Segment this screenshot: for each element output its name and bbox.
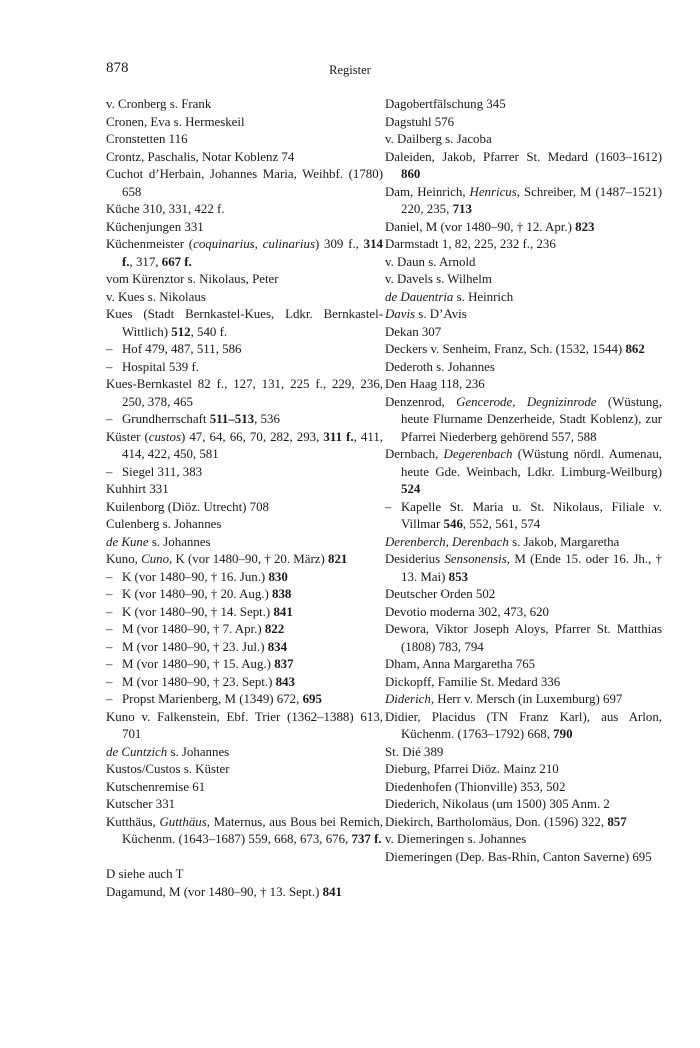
register-column-left bbox=[106, 96, 383, 901]
register-entry: Kustos/Custos s. Küster bbox=[106, 762, 230, 776]
register-entry: Diekirch, Bartholomäus, Don. (1596) 322, 857 bbox=[385, 814, 627, 829]
register-entry: v. Diemeringen s. Johannes bbox=[385, 832, 527, 846]
register-entry: Crontz, Paschalis, Notar Koblenz 74 bbox=[106, 149, 295, 164]
subentry-dash: – bbox=[106, 587, 113, 601]
register-subentry: – Hof 479, 487, 511, 586 bbox=[106, 341, 383, 359]
register-entry: Küster (custos) 47, 64, 66, 70, 282, 293, 311 f., 411, 414, 422, 450, 581 bbox=[106, 429, 383, 461]
register-entry: Desiderius Sensonensis, M (Ende 15. oder 16. Jh., † 13. Mai) 853 bbox=[385, 552, 662, 584]
register-entry: Diemeringen (Dep. Bas-Rhin, Canton Saverne) 695 bbox=[385, 849, 652, 864]
register-entry: Cronstetten 116 bbox=[106, 132, 188, 146]
subentry-dash: – bbox=[106, 622, 113, 636]
register-entry: de Kune s. Johannes bbox=[106, 534, 211, 549]
register-entry: Cuchot d’Herbain, Johannes Maria, Weihbf. (1780) 658 bbox=[106, 167, 383, 199]
register-subentry: – M (vor 1480–90, † 7. Apr.) 822 bbox=[106, 621, 383, 639]
page-number: 878 bbox=[106, 60, 129, 76]
register-entry: Deutscher Orden 502 bbox=[385, 587, 496, 601]
register-entry: Kuno, Cuno, K (vor 1480–90, † 20. März) 821 bbox=[106, 552, 348, 566]
subentry-dash: – bbox=[106, 359, 113, 374]
register-entry: Denzenrod, Gencerode, Degnizinrode (Wüstung, heute Flurname Denzerheide, Stadt Koblenz), zur Pfarrei Niederberg gehörend 557, 588 bbox=[385, 394, 662, 444]
subentry-dash: – bbox=[106, 604, 113, 619]
register-entry: Dagobertfälschung 345 bbox=[385, 97, 506, 111]
subentry-dash: – bbox=[106, 639, 113, 654]
register-subentry: – M (vor 1480–90, † 15. Aug.) 837 bbox=[106, 656, 383, 674]
subentry-dash: – bbox=[106, 674, 113, 689]
register-entry: Diederich, Nikolaus (um 1500) 305 Anm. 2 bbox=[385, 797, 610, 811]
register-entry: v. Kues s. Nikolaus bbox=[106, 289, 206, 304]
register-entry: Devotio moderna 302, 473, 620 bbox=[385, 604, 549, 619]
register-entry: Kuilenborg (Diöz. Utrecht) 708 bbox=[106, 499, 270, 514]
register-entry: Diderich, Herr v. Mersch (in Luxemburg) 697 bbox=[385, 692, 623, 706]
register-entry: Diedenhofen (Thionville) 353, 502 bbox=[385, 779, 566, 794]
register-entry: Kutscher 331 bbox=[106, 797, 176, 811]
subentry-dash: – bbox=[106, 464, 113, 479]
register-entry: St. Dié 389 bbox=[385, 744, 444, 759]
register-subentry: – Hospital 539 f. bbox=[106, 359, 383, 377]
running-head: Register bbox=[329, 63, 371, 77]
subentry-dash: – bbox=[385, 499, 392, 514]
register-entry: Dederoth s. Johannes bbox=[385, 359, 495, 374]
subentry-dash: – bbox=[106, 342, 113, 356]
register-subentry: – K (vor 1480–90, † 14. Sept.) 841 bbox=[106, 604, 383, 622]
register-entry: Dieburg, Pfarrei Diöz. Mainz 210 bbox=[385, 762, 559, 776]
register-entry: Dernbach, Degerenbach (Wüstung nördl. Aumenau, heute Gde. Weinbach, Ldkr. Limburg-Weilburg) 524 bbox=[385, 447, 662, 496]
register-entry: Daleiden, Jakob, Pfarrer St. Medard (1603–1612) 860 bbox=[385, 149, 662, 181]
register-entry: Dagamund, M (vor 1480–90, † 13. Sept.) 841 bbox=[106, 884, 342, 899]
register-entry: Didier, Placidus (TN Franz Karl), aus Arlon, Küchenm. (1763–1792) 668, 790 bbox=[385, 709, 662, 741]
register-subentry: – Grundherrschaft 511–513, 536 bbox=[106, 411, 383, 429]
register-entry: Kuno v. Falkenstein, Ebf. Trier (1362–1388) 613, 701 bbox=[106, 709, 383, 741]
register-entry: Dham, Anna Margaretha 765 bbox=[385, 657, 536, 671]
register-subentry: – Kapelle St. Maria u. St. Nikolaus, Filiale v. Villmar 546, 552, 561, 574 bbox=[385, 499, 662, 531]
register-entry: Dam, Heinrich, Henricus, Schreiber, M (1487–1521) 220, 235, 713 bbox=[385, 184, 663, 216]
register-entry: v. Dailberg s. Jacoba bbox=[385, 132, 492, 146]
register-entry: Deckers v. Senheim, Franz, Sch. (1532, 1544) 862 bbox=[385, 342, 645, 356]
register-entry: Derenberch, Derenbach s. Jakob, Margaretha bbox=[385, 534, 620, 549]
register-subentry: – K (vor 1480–90, † 20. Aug.) 838 bbox=[106, 586, 383, 604]
register-entry: Kutschenremise 61 bbox=[106, 779, 206, 794]
subentry-dash: – bbox=[106, 692, 113, 706]
register-entry: v. Daun s. Arnold bbox=[385, 254, 476, 269]
register-entry: Küchenmeister (coquinarius, culinarius) 309 f., 314 f., 317, 667 f. bbox=[106, 237, 383, 269]
register-entry: Dekan 307 bbox=[385, 324, 442, 339]
register-entry: Darmstadt 1, 82, 225, 232 f., 236 bbox=[385, 237, 556, 251]
register-subentry: – Propst Marienberg, M (1349) 672, 695 bbox=[106, 691, 383, 709]
register-subentry: – K (vor 1480–90, † 16. Jun.) 830 bbox=[106, 569, 383, 587]
subentry-dash: – bbox=[106, 412, 113, 426]
register-entry: Kutthäus, Gutthäus, Maternus, aus Bous bei Remich, Küchenm. (1643–1687) 559, 668, 673, 676, 737 f. bbox=[106, 814, 383, 846]
register-entry: Dickopff, Familie St. Medard 336 bbox=[385, 674, 561, 689]
register-entry: Kues-Bernkastel 82 f., 127, 131, 225 f., 229, 236, 250, 378, 465 bbox=[106, 377, 383, 409]
register-entry: Kues (Stadt Bernkastel-Kues, Ldkr. Bernkastel-Wittlich) 512, 540 f. bbox=[106, 307, 383, 339]
register-entry: Küche 310, 331, 422 f. bbox=[106, 202, 225, 216]
register-entry: Den Haag 118, 236 bbox=[385, 377, 485, 391]
register-entry: Dagstuhl 576 bbox=[385, 114, 455, 129]
register-entry: v. Davels s. Wilhelm bbox=[385, 272, 492, 286]
register-entry: Culenberg s. Johannes bbox=[106, 517, 222, 531]
register-column-right bbox=[385, 96, 662, 866]
register-entry: de Dauentria s. Heinrich bbox=[385, 289, 514, 304]
register-entry: Cronen, Eva s. Hermeskeil bbox=[106, 114, 245, 129]
register-subentry: – M (vor 1480–90, † 23. Jul.) 834 bbox=[106, 639, 383, 657]
register-subentry: – Siegel 311, 383 bbox=[106, 464, 383, 482]
register-subentry: – M (vor 1480–90, † 23. Sept.) 843 bbox=[106, 674, 383, 692]
register-entry: vom Kürenztor s. Nikolaus, Peter bbox=[106, 272, 279, 286]
register-entry: de Cuntzich s. Johannes bbox=[106, 744, 230, 759]
subentry-dash: – bbox=[106, 657, 113, 671]
register-entry: Davis s. D’Avis bbox=[385, 307, 467, 321]
register-entry: Küchenjungen 331 bbox=[106, 219, 204, 234]
register-entry: Dewora, Viktor Joseph Aloys, Pfarrer St. Matthias (1808) 783, 794 bbox=[385, 622, 662, 654]
register-entry: Daniel, M (vor 1480–90, † 12. Apr.) 823 bbox=[385, 219, 595, 234]
subentry-dash: – bbox=[106, 569, 113, 584]
register-entry: v. Cronberg s. Frank bbox=[106, 97, 212, 111]
register-entry: D siehe auch T bbox=[106, 867, 184, 881]
register-entry: Kuhhirt 331 bbox=[106, 482, 169, 496]
